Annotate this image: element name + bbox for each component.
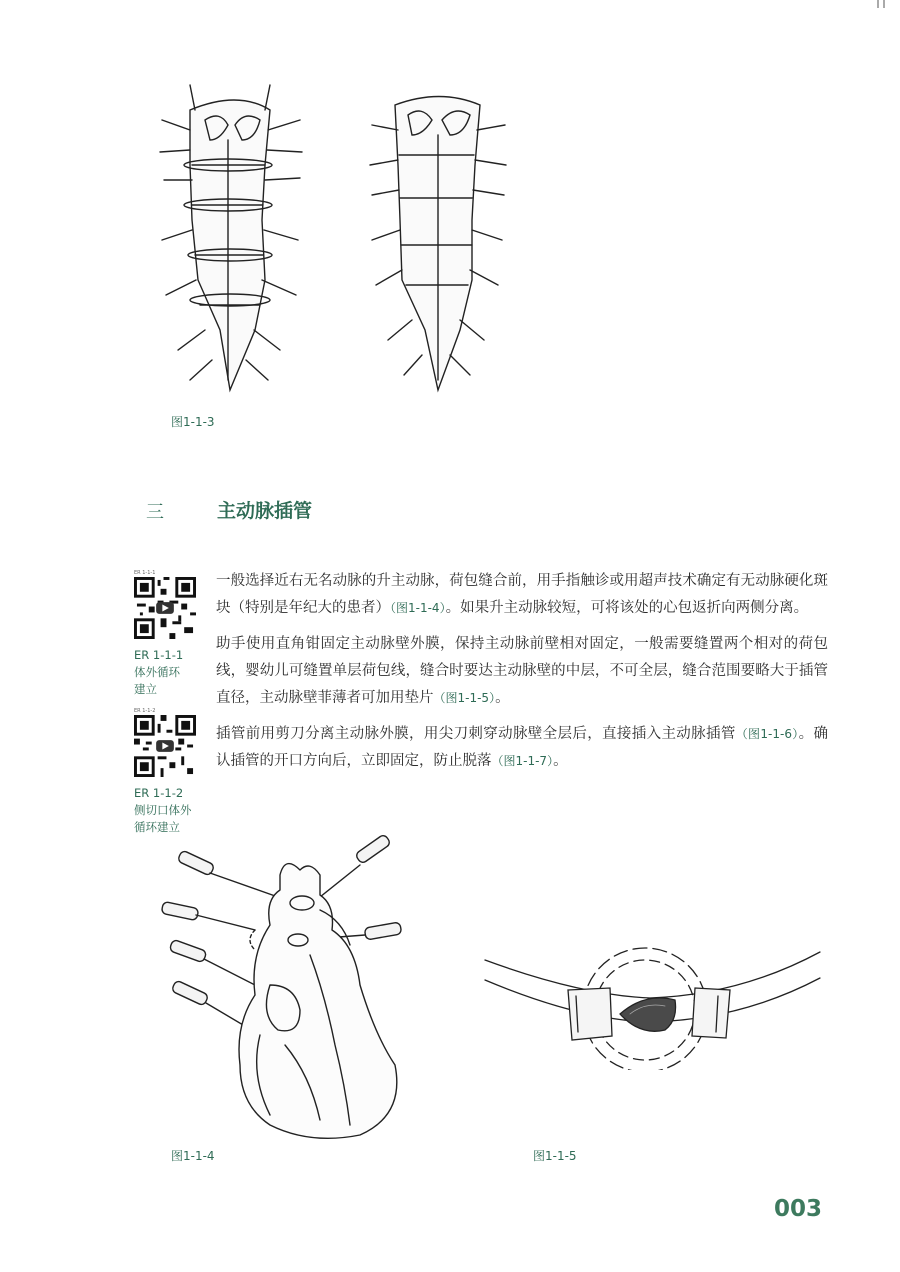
figure-1-1-5-illustration: [480, 940, 825, 1070]
figure-1-1-3-illustration: [150, 80, 520, 400]
qr-block-er-1-1-2[interactable]: [134, 708, 200, 836]
qr-code-icon[interactable]: [134, 577, 196, 639]
qr-label: ER 1-1-2 侧切口体外 循环建立: [134, 786, 192, 834]
figure-1-1-3-caption: 图1-1-3: [171, 415, 215, 429]
figure-1-1-4-caption: 图1-1-4: [171, 1149, 215, 1163]
section-title: 主动脉插管: [217, 500, 313, 522]
qr-tag: ER 1-1-1: [134, 570, 156, 576]
paragraph-2: 助手使用直角钳固定主动脉壁外膜，保持主动脉前壁相对固定，一般需要缝置两个相对的荷包线，婴幼儿可缝置单层荷包线，缝合时要达主动脉壁的中层，不可全层，缝合范围要略大于插管直径，主动脉壁菲薄者可加用垫片（图1-1-5）。: [216, 636, 828, 706]
body-text: [216, 568, 828, 784]
figure-reference[interactable]: （图1-1-5）: [433, 691, 496, 705]
figure-1-1-4-illustration: [160, 835, 420, 1145]
section-number: 三: [146, 502, 164, 523]
qr-code-icon[interactable]: [134, 715, 196, 777]
qr-block-er-1-1-1[interactable]: [134, 570, 200, 698]
figure-1-1-5-caption: 图1-1-5: [533, 1149, 577, 1163]
figure-reference[interactable]: （图1-1-4）: [390, 601, 446, 615]
paragraph-1: 一般选择近右无名动脉的升主动脉，荷包缝合前，用手指触诊或用超声技术确定有无动脉硬化斑块（特别是年纪大的患者）（图1-1-4）。如果升主动脉较短，可将该处的心包返折向两侧分离。: [216, 573, 828, 616]
paragraph-3: 插管前用剪刀分离主动脉外膜，用尖刀刺穿动脉壁全层后，直接插入主动脉插管（图1-1-6）。确认插管的开口方向后，立即固定，防止脱落（图1-1-7）。: [216, 726, 829, 769]
corner-decoration: [876, 0, 894, 8]
figure-reference[interactable]: （图1-1-7）: [491, 754, 554, 768]
qr-tag: ER 1-1-2: [134, 708, 156, 714]
qr-label: ER 1-1-1 体外循环 建立: [134, 648, 184, 696]
figure-reference[interactable]: （图1-1-6）: [735, 727, 799, 741]
page-number: 003: [773, 1196, 822, 1222]
